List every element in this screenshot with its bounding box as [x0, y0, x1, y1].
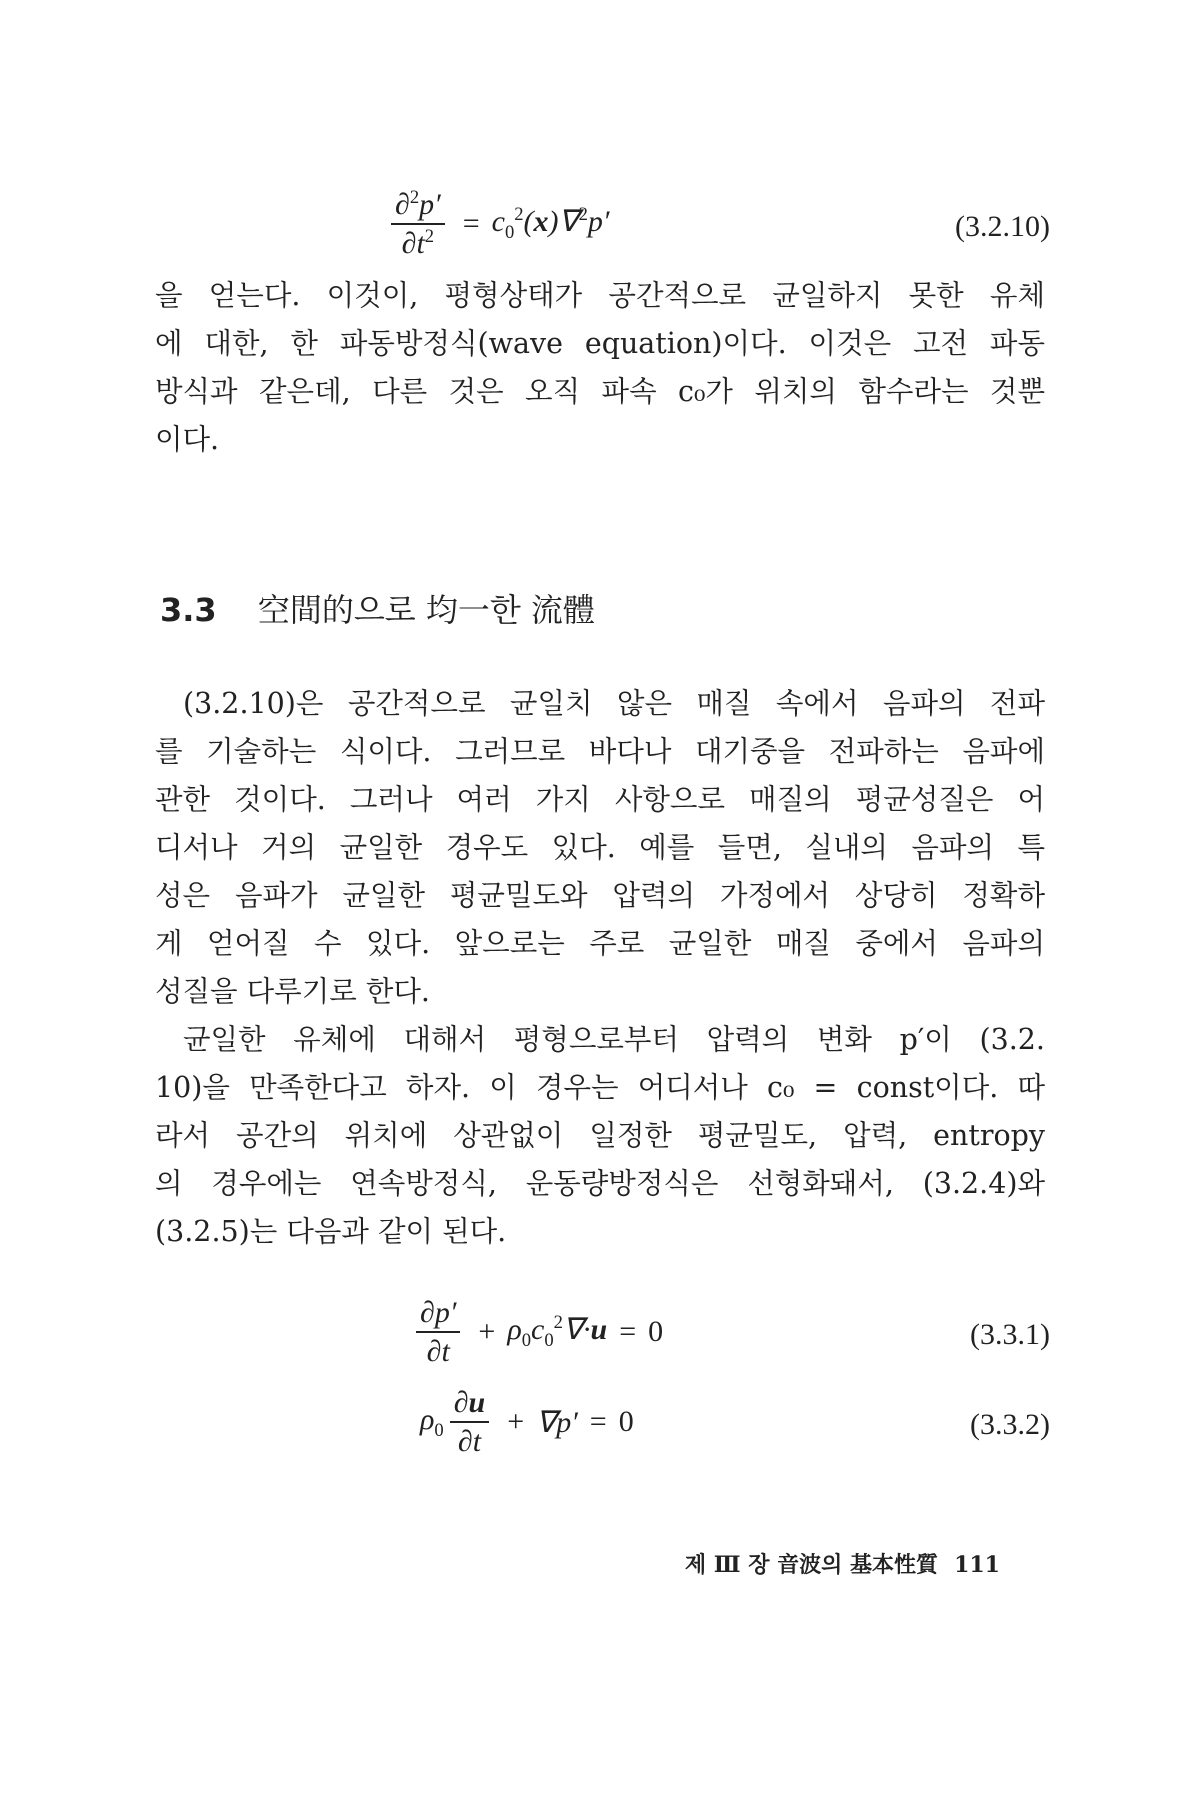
text-line: 을 얻는다. 이것이, 평형상태가 공간적으로 균일하지 못한 유체 — [155, 279, 1045, 312]
text-line: 관한 것이다. 그러나 여러 가지 사항으로 매질의 평균성질은 어 — [155, 783, 1045, 816]
section-heading — [160, 585, 595, 631]
paragraph-3 — [155, 1016, 1045, 1256]
text-line: 게 얻어질 수 있다. 앞으로는 주로 균일한 매질 중에서 음파의 — [155, 927, 1045, 960]
equation-formula: $\rho_0$ $\frac{\partial u}{\partial t}$ + ∇p′ = 0 — [420, 1386, 634, 1458]
text-line: 라서 공간의 위치에 상관없이 일정한 평균밀도, 압력, entropy — [155, 1119, 1045, 1152]
section-title: 空間的으로 均一한 流體 — [257, 591, 595, 629]
text-line: 에 대한, 한 파동방정식(wave equation)이다. 이것은 고전 파동 — [155, 327, 1045, 360]
text-line: 를 기술하는 식이다. 그러므로 바다나 대기중을 전파하는 음파에 — [155, 735, 1045, 768]
page-footer — [685, 1548, 1000, 1579]
text-line: (3.2.5)는 다음과 같이 된다. — [155, 1215, 507, 1248]
text-line: (3.2.10)은 공간적으로 균일치 않은 매질 속에서 음파의 전파 — [183, 687, 1045, 720]
text-line: 이다. — [155, 423, 220, 456]
equation-number: (3.2.10) — [955, 210, 1050, 243]
equation-3-2-10 — [150, 180, 1050, 270]
equation-formula: $\frac{\partial^2p'}{\partial t^2}$ = $c_0^2(x)\nabla^2p'$ — [385, 188, 609, 260]
paragraph-2 — [155, 680, 1045, 1016]
page-number: 111 — [954, 1552, 1000, 1578]
text-line: 성은 음파가 균일한 평균밀도와 압력의 가정에서 상당히 정확하 — [155, 879, 1045, 912]
text-line: 성질을 다루기로 한다. — [155, 975, 430, 1008]
text-line: 의 경우에는 연속방정식, 운동량방정식은 선형화돼서, (3.2.4)와 — [155, 1167, 1045, 1200]
equation-formula: $\frac{\partial p'}{\partial t}$ + $\rho_0c_0^2\nabla\cdot u$ = 0 — [410, 1296, 663, 1368]
running-head: 제 Ⅲ 장 音波의 基本性質 — [684, 1552, 939, 1578]
paragraph-1 — [155, 272, 1045, 464]
section-number: 3.3 — [160, 591, 217, 629]
text-line: 균일한 유체에 대해서 평형으로부터 압력의 변화 p′이 (3.2. — [183, 1023, 1045, 1056]
text-line: 디서나 거의 균일한 경우도 있다. 예를 들면, 실내의 음파의 특 — [155, 831, 1045, 864]
equation-3-3-2 — [150, 1380, 1050, 1470]
equation-3-3-1 — [150, 1290, 1050, 1380]
text-line: 10)을 만족한다고 하자. 이 경우는 어디서나 c₀ = const이다. 따 — [155, 1071, 1045, 1104]
text-line: 방식과 같은데, 다른 것은 오직 파속 c₀가 위치의 함수라는 것뿐 — [155, 375, 1045, 408]
equation-number: (3.3.2) — [970, 1408, 1050, 1441]
equation-number: (3.3.1) — [970, 1318, 1050, 1351]
